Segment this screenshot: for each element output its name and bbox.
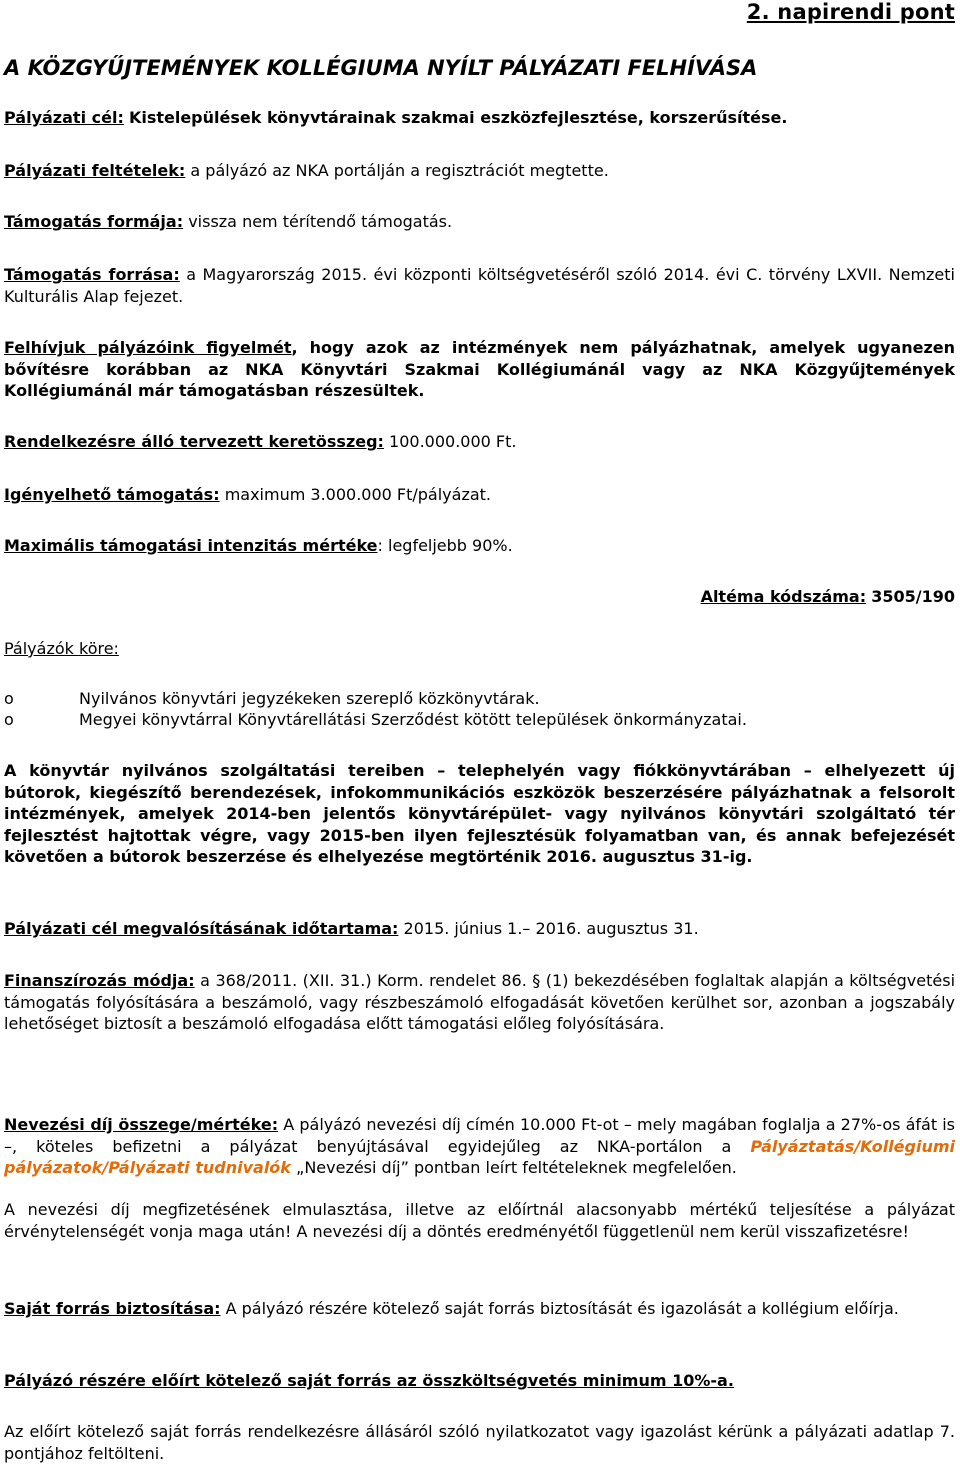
- list-item-text: Megyei könyvtárral Könyvtárellátási Szerződést kötött települések önkormányzatai.: [79, 710, 747, 729]
- document-title: A KÖZGYŰJTEMÉNYEK KOLLÉGIUMA NYÍLT PÁLYÁZATI FELHÍVÁSA: [4, 56, 758, 80]
- subtopic-code: [4, 586, 955, 608]
- intensity-paragraph: [4, 535, 955, 557]
- budget-text: 100.000.000 Ft.: [389, 432, 517, 451]
- support-source-paragraph: [4, 264, 955, 307]
- support-form-label: Támogatás formája:: [4, 212, 184, 231]
- support-source-text: a Magyarország 2015. évi központi költségvetéséről szóló 2014. évi C. törvény LXVII. Nemzeti Kulturális Alap fejezet.: [4, 265, 955, 306]
- own-resource-label: Saját forrás biztosítása:: [4, 1299, 221, 1318]
- financing-paragraph: [4, 970, 955, 1035]
- portal-link[interactable]: Pályáztatás/Kollégiumi pályázatok/Pályázati tudnivalók: [4, 1136, 955, 1177]
- subtopic-code-label: Altéma kódszáma:: [700, 587, 867, 606]
- duration-paragraph: [4, 918, 955, 940]
- list-item-text: Nyilvános könyvtári jegyzékeken szereplő közkönyvtárak.: [79, 689, 540, 708]
- subtopic-code-value: 3505/190: [871, 587, 955, 606]
- datasheet-paragraph: Az előírt kötelező saját forrás rendelkezésre állásáról szóló nyilatkozatot vagy igazolást kérünk a pályázati adatlap 7. pontjához feltölteni.: [4, 1422, 955, 1463]
- requestable-label: Igényelhető támogatás:: [4, 485, 220, 504]
- notice-text: , hogy azok az intézmények nem pályázhatnak, amelyek ugyanezen bővítésre korábban az NKA Könyvtári Szakmai Kollégiumánál vagy az NKA Közgyűjtemények Kollégiumánál már támogatásban részesültek.: [4, 338, 955, 400]
- goal-text: Kistelepülések könyvtárainak szakmai eszközfejlesztése, korszerűsítése.: [128, 108, 788, 127]
- conditions-text: a pályázó az NKA portálján a regisztrációt megtette.: [190, 161, 609, 180]
- bullet-icon: o: [4, 710, 14, 729]
- intensity-text: : legfeljebb 90%.: [377, 536, 513, 555]
- intensity-label: Maximális támogatási intenzitás mértéke: [4, 536, 378, 555]
- requestable-paragraph: [4, 484, 955, 506]
- support-form-text: vissza nem térítendő támogatás.: [188, 212, 453, 231]
- entry-fee-warning-paragraph: A nevezési díj megfizetésének elmulasztása, illetve az előírtnál alacsonyabb mértékű teljesítése a pályázat érvénytelenségét vonja maga után! A nevezési díj a döntés eredményétől függetlenül nem kerül visszafizetésre!: [4, 1200, 955, 1241]
- own-resource-text: A pályázó részére kötelező saját forrás biztosítását és igazolását a kollégium előírja.: [225, 1299, 899, 1318]
- entry-fee-paragraph: [4, 1114, 955, 1179]
- conditions-paragraph: [4, 160, 955, 182]
- own-resource-minimum-text: Pályázó részére előírt kötelező saját forrás az összköltségvetés minimum 10%-a.: [4, 1371, 734, 1390]
- notice-label: Felhívjuk pályázóink figyelmét: [4, 338, 292, 357]
- requestable-text: maximum 3.000.000 Ft/pályázat.: [224, 485, 492, 504]
- entry-fee-text-end: „Nevezési díj” pontban leírt feltételeknek megfelelően.: [290, 1158, 737, 1177]
- bullet-icon: o: [4, 689, 14, 708]
- goal-paragraph: [4, 107, 955, 129]
- support-form-paragraph: [4, 211, 955, 233]
- goal-label: Pályázati cél:: [4, 108, 124, 127]
- financing-label: Finanszírozás módja:: [4, 971, 195, 990]
- budget-label: Rendelkezésre álló tervezett keretösszeg:: [4, 432, 384, 451]
- eligibility-bold-paragraph: A könyvtár nyilvános szolgáltatási tereiben – telephelyén vagy fiókkönyvtárában – elhelyezett új bútorok, kiegészítő berendezések, infokommunikációs eszközök beszerzésére pályázhatnak a felsorolt intézmények, amelyek 2014-ben jelentős könyvtárépület- vagy nyilvános könyvtári szolgáltató tér fejlesztést hajtottak végre, vagy 2015-ben ilyen fejlesztésük folyamatban van, és annak befejezését követően a bútorok beszerzése és elhelyezése megtörténik 2016. augusztus 31-ig.: [4, 761, 955, 866]
- agenda-item-label: 2. napirendi pont: [746, 0, 955, 24]
- notice-paragraph: [4, 337, 955, 402]
- applicants-label: Pályázók köre:: [4, 639, 119, 658]
- duration-label: Pályázati cél megvalósításának időtartama:: [4, 919, 399, 938]
- conditions-label: Pályázati feltételek:: [4, 161, 186, 180]
- own-resource-paragraph: [4, 1298, 955, 1320]
- applicants-heading: [4, 638, 955, 660]
- own-resource-minimum: [4, 1370, 955, 1392]
- financing-text: a 368/2011. (XII. 31.) Korm. rendelet 86. § (1) bekezdésében foglaltak alapján a költségvetési támogatás folyósítására a beszámoló, vagy részbeszámoló elfogadását követően kerülhet sor, azonban a jogszabály lehetőséget biztosít a beszámoló elfogadása előtt támogatási előleg folyósítására.: [4, 971, 956, 1033]
- entry-fee-label: Nevezési díj összege/mértéke:: [4, 1115, 279, 1134]
- budget-paragraph: [4, 431, 955, 453]
- entry-fee-text: A pályázó nevezési díj címén 10.000 Ft-ot – mely magában foglalja a 27%-os áfát is –, köteles befizetni a pályázat benyújtásával egyidejűleg az NKA-portálon a: [4, 1115, 956, 1156]
- support-source-label: Támogatás forrása:: [4, 265, 180, 284]
- duration-text: 2015. június 1.– 2016. augusztus 31.: [403, 919, 699, 938]
